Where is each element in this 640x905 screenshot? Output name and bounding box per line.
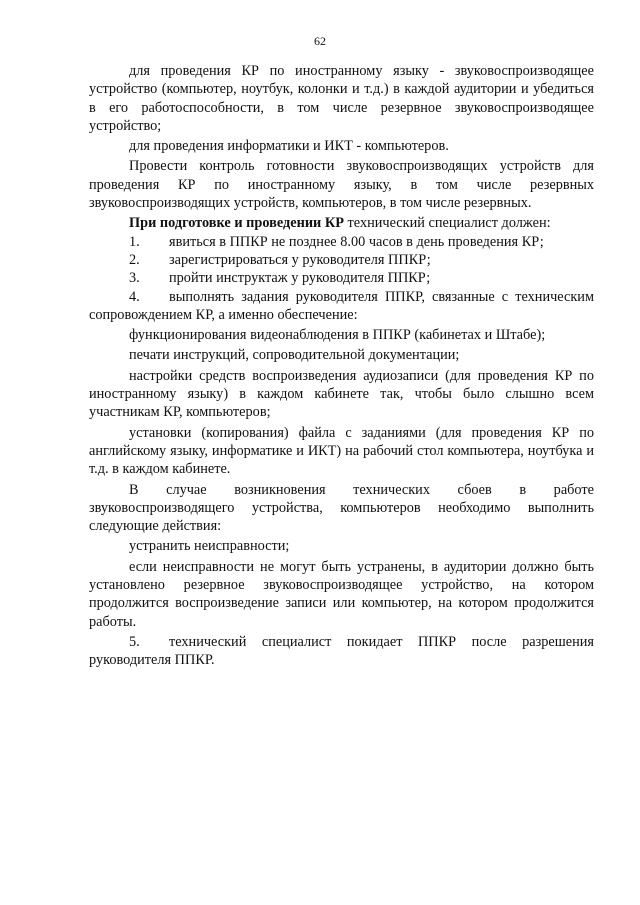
list-item-text: пройти инструктаж у руководителя ППКР; — [169, 270, 431, 287]
list-item-number: 5. — [129, 633, 140, 650]
paragraph-fix: устранить неисправности; — [129, 538, 290, 555]
list-item-number: 3. — [129, 270, 140, 287]
paragraph-file-install: установки (копирования) файла с заданиями (для проведения КР по английскому языку, информатике и ИКТ) на рабочий стол компьютера, ноутбука и т.д. в каждом кабинете. — [89, 424, 594, 478]
list-item-text: технический специалист покидает ППКР после разрешения руководителя ППКР. — [89, 633, 594, 669]
list-item — [89, 269, 594, 287]
document-body — [89, 62, 594, 670]
list-item-text: выполнять задания руководителя ППКР, связанные с техническим сопровождением КР, а именно обеспечение: — [89, 288, 594, 323]
list-item — [89, 233, 594, 251]
paragraph-informatics: для проведения информатики и ИКТ - компьютеров. — [129, 138, 449, 155]
list-item — [89, 633, 594, 670]
paragraph-duties-heading — [89, 214, 594, 232]
list-item-number: 2. — [129, 251, 140, 268]
paragraph-video-surveillance: функционирования видеонаблюдения в ППКР (кабинетах и Штабе); — [129, 327, 546, 344]
list-item — [89, 251, 594, 269]
duties-heading-bold: При подготовке и проведении КР — [129, 215, 344, 232]
list-item-text: явиться в ППКР не позднее 8.00 часов в день проведения КР; — [169, 233, 544, 250]
list-item — [89, 288, 594, 325]
page-number: 62 — [314, 34, 326, 48]
paragraph-audio-device: для проведения КР по иностранному языку - звуковоспроизводящее устройство (компьютер, ноутбук, колонки и т.д.) в каждой аудитории и убедиться в его работоспособности, в том числе резервное звуковоспроизводящее устройство; — [89, 63, 594, 134]
paragraph-readiness-check: Провести контроль готовности звуковоспроизводящих устройств для проведения КР по иностранному языку, в том числе резервных звуковоспроизводящих устройств, компьютеров, в том числе резервных. — [89, 158, 594, 212]
list-item-text: зарегистрироваться у руководителя ППКР; — [169, 251, 431, 268]
paragraph-backup: если неисправности не могут быть устранены, в аудитории должно быть установлено резервное звуковоспроизводящее устройство, на котором продолжится воспроизведение записи или компьютер, на котором продолжится работы. — [89, 558, 594, 630]
paragraph-printing: печати инструкций, сопроводительной документации; — [129, 347, 460, 364]
paragraph-audio-setup: настройки средств воспроизведения аудиозаписи (для проведения КР по иностранному языку) в каждом кабинете так, чтобы было слышно всем участникам КР, компьютеров; — [89, 367, 594, 421]
list-item-number: 1. — [129, 233, 140, 250]
list-item-number: 4. — [129, 288, 140, 305]
duties-heading-rest: технический специалист должен: — [343, 215, 551, 232]
paragraph-failures: В случае возникновения технических сбоев в работе звуковоспроизводящего устройства, компьютеров необходимо выполнить следующие действия: — [89, 481, 594, 535]
